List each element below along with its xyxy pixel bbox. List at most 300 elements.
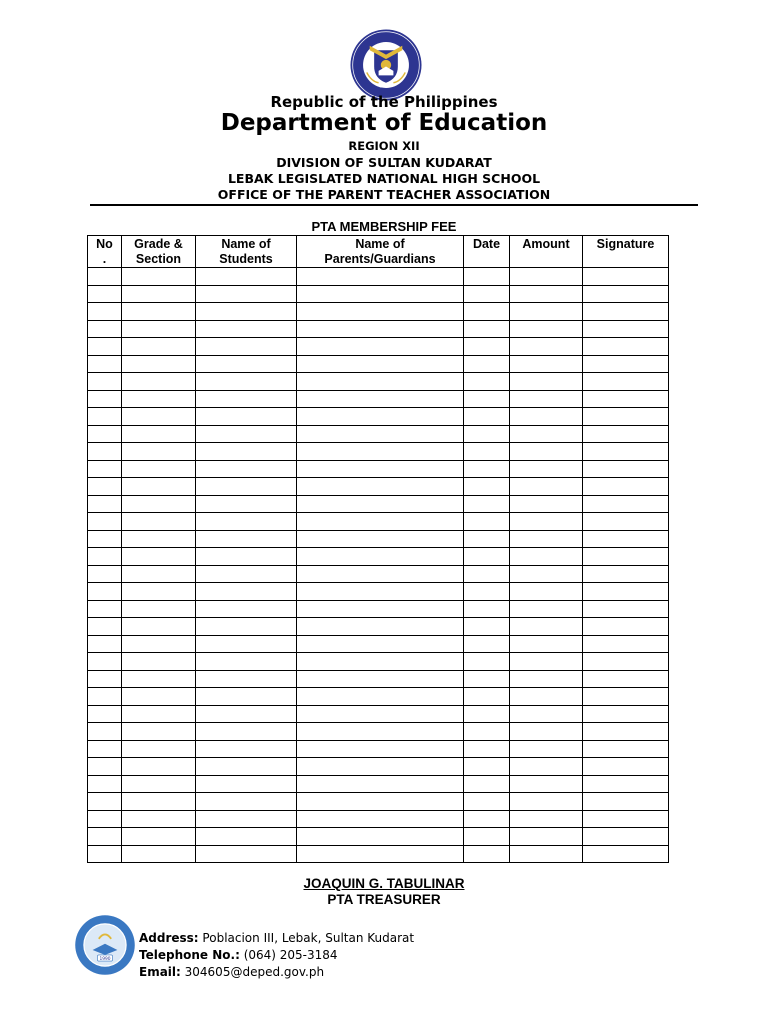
- address-label: Address:: [139, 931, 199, 945]
- table-cell[interactable]: [297, 775, 464, 793]
- table-cell[interactable]: [196, 390, 297, 408]
- table-cell[interactable]: [583, 600, 669, 618]
- table-cell[interactable]: [196, 355, 297, 373]
- table-cell[interactable]: [464, 723, 510, 741]
- treasurer-name: JOAQUIN G. TABULINAR: [303, 876, 465, 891]
- table-row: [88, 443, 669, 461]
- table-cell[interactable]: [297, 740, 464, 758]
- division-heading: DIVISION OF SULTAN KUDARAT: [276, 155, 492, 170]
- table-cell[interactable]: [464, 478, 510, 496]
- table-cell[interactable]: [297, 653, 464, 671]
- table-cell[interactable]: [297, 268, 464, 286]
- table-cell[interactable]: [583, 408, 669, 426]
- table-row: [88, 618, 669, 636]
- table-cell[interactable]: [583, 705, 669, 723]
- table-cell[interactable]: [122, 758, 196, 776]
- table-row: [88, 775, 669, 793]
- table-body: [88, 268, 669, 863]
- table-cell[interactable]: [464, 408, 510, 426]
- table-row: [88, 600, 669, 618]
- table-cell[interactable]: [196, 548, 297, 566]
- table-cell[interactable]: [88, 723, 122, 741]
- table-cell[interactable]: [510, 373, 583, 391]
- table-cell[interactable]: [510, 758, 583, 776]
- table-cell[interactable]: [583, 425, 669, 443]
- table-cell[interactable]: [510, 775, 583, 793]
- table-cell[interactable]: [583, 845, 669, 863]
- table-cell[interactable]: [464, 688, 510, 706]
- table-row: [88, 758, 669, 776]
- table-row: [88, 793, 669, 811]
- table-cell[interactable]: [510, 635, 583, 653]
- table-cell[interactable]: [510, 810, 583, 828]
- table-cell[interactable]: [122, 548, 196, 566]
- table-cell[interactable]: [583, 653, 669, 671]
- table-cell[interactable]: [297, 793, 464, 811]
- table-cell[interactable]: [583, 828, 669, 846]
- table-cell[interactable]: [196, 320, 297, 338]
- table-cell[interactable]: [196, 303, 297, 321]
- table-cell[interactable]: [510, 600, 583, 618]
- table-cell[interactable]: [196, 723, 297, 741]
- table-cell[interactable]: [297, 460, 464, 478]
- table-cell[interactable]: [196, 828, 297, 846]
- table-cell[interactable]: [464, 513, 510, 531]
- table-cell[interactable]: [297, 828, 464, 846]
- table-row: [88, 670, 669, 688]
- table-cell[interactable]: [122, 618, 196, 636]
- table-cell[interactable]: [464, 320, 510, 338]
- table-cell[interactable]: [510, 548, 583, 566]
- column-header: Grade & Section: [122, 236, 196, 268]
- table-cell[interactable]: [88, 793, 122, 811]
- table-cell[interactable]: [464, 460, 510, 478]
- table-cell[interactable]: [583, 303, 669, 321]
- column-header: Name of Parents/Guardians: [297, 236, 464, 268]
- table-cell[interactable]: [88, 828, 122, 846]
- table-row: [88, 373, 669, 391]
- table-cell[interactable]: [88, 443, 122, 461]
- table-cell[interactable]: [122, 740, 196, 758]
- school-heading: LEBAK LEGISLATED NATIONAL HIGH SCHOOL: [227, 171, 541, 186]
- table-cell[interactable]: [122, 583, 196, 601]
- table-cell[interactable]: [464, 443, 510, 461]
- table-cell[interactable]: [88, 705, 122, 723]
- telephone-line: [139, 948, 338, 962]
- table-cell[interactable]: [122, 793, 196, 811]
- table-cell[interactable]: [297, 688, 464, 706]
- table-row: [88, 583, 669, 601]
- table-cell[interactable]: [88, 285, 122, 303]
- table-cell[interactable]: [510, 670, 583, 688]
- table-cell[interactable]: [297, 845, 464, 863]
- table-row: [88, 268, 669, 286]
- table-cell[interactable]: [122, 530, 196, 548]
- table-cell[interactable]: [464, 530, 510, 548]
- table-cell[interactable]: [510, 303, 583, 321]
- table-cell[interactable]: [510, 460, 583, 478]
- table-cell[interactable]: [583, 583, 669, 601]
- table-row: [88, 513, 669, 531]
- table-cell[interactable]: [464, 355, 510, 373]
- table-cell[interactable]: [122, 443, 196, 461]
- table-cell[interactable]: [583, 723, 669, 741]
- table-cell[interactable]: [464, 338, 510, 356]
- table-cell[interactable]: [583, 338, 669, 356]
- table-cell[interactable]: [196, 478, 297, 496]
- table-cell[interactable]: [583, 670, 669, 688]
- table-cell[interactable]: [196, 565, 297, 583]
- table-cell[interactable]: [122, 600, 196, 618]
- table-cell[interactable]: [297, 338, 464, 356]
- region-heading: REGION XII: [348, 139, 420, 153]
- table-row: [88, 408, 669, 426]
- table-cell[interactable]: [297, 513, 464, 531]
- treasurer-title: PTA TREASURER: [327, 892, 441, 907]
- table-cell[interactable]: [510, 845, 583, 863]
- table-cell[interactable]: [196, 793, 297, 811]
- table-row: [88, 565, 669, 583]
- table-cell[interactable]: [510, 478, 583, 496]
- table-cell[interactable]: [297, 478, 464, 496]
- table-cell[interactable]: [88, 478, 122, 496]
- table-cell[interactable]: [510, 338, 583, 356]
- table-cell[interactable]: [122, 408, 196, 426]
- table-cell[interactable]: [122, 653, 196, 671]
- table-row: [88, 810, 669, 828]
- table-cell[interactable]: [510, 530, 583, 548]
- table-cell[interactable]: [583, 268, 669, 286]
- table-cell[interactable]: [464, 548, 510, 566]
- table-row: [88, 478, 669, 496]
- table-cell[interactable]: [88, 740, 122, 758]
- table-cell[interactable]: [510, 565, 583, 583]
- table-cell[interactable]: [464, 758, 510, 776]
- table-cell[interactable]: [510, 495, 583, 513]
- table-cell[interactable]: [464, 845, 510, 863]
- department-heading: Department of Education: [220, 110, 548, 136]
- table-cell[interactable]: [88, 373, 122, 391]
- table-cell[interactable]: [88, 495, 122, 513]
- table-cell[interactable]: [583, 548, 669, 566]
- table-cell[interactable]: [122, 460, 196, 478]
- table-cell[interactable]: [583, 793, 669, 811]
- table-cell[interactable]: [464, 565, 510, 583]
- office-heading: OFFICE OF THE PARENT TEACHER ASSOCIATION: [217, 187, 551, 202]
- table-cell[interactable]: [196, 425, 297, 443]
- table-cell[interactable]: [122, 478, 196, 496]
- table-cell[interactable]: [122, 338, 196, 356]
- table-cell[interactable]: [510, 425, 583, 443]
- table-cell[interactable]: [196, 443, 297, 461]
- table-cell[interactable]: [88, 670, 122, 688]
- table-cell[interactable]: [196, 460, 297, 478]
- table-cell[interactable]: [510, 723, 583, 741]
- table-cell[interactable]: [583, 688, 669, 706]
- table-cell[interactable]: [196, 740, 297, 758]
- table-cell[interactable]: [510, 285, 583, 303]
- table-cell[interactable]: [122, 565, 196, 583]
- table-cell[interactable]: [122, 845, 196, 863]
- table-cell[interactable]: [464, 618, 510, 636]
- table-cell[interactable]: [583, 390, 669, 408]
- table-cell[interactable]: [122, 810, 196, 828]
- column-header: Signature: [583, 236, 669, 268]
- table-cell[interactable]: [88, 810, 122, 828]
- table-cell[interactable]: [297, 443, 464, 461]
- table-cell[interactable]: [196, 268, 297, 286]
- table-cell[interactable]: [122, 303, 196, 321]
- table-cell[interactable]: [196, 670, 297, 688]
- table-cell[interactable]: [464, 303, 510, 321]
- membership-fee-table: [87, 235, 669, 863]
- table-cell[interactable]: [122, 705, 196, 723]
- table-row: [88, 390, 669, 408]
- table-cell[interactable]: [583, 530, 669, 548]
- table-cell[interactable]: [196, 373, 297, 391]
- table-cell[interactable]: [196, 758, 297, 776]
- table-cell[interactable]: [464, 670, 510, 688]
- table-cell[interactable]: [510, 583, 583, 601]
- table-cell[interactable]: [122, 285, 196, 303]
- table-header-row: [88, 236, 669, 268]
- table-cell[interactable]: [88, 600, 122, 618]
- table-cell[interactable]: [464, 390, 510, 408]
- table-cell[interactable]: [88, 425, 122, 443]
- table-cell[interactable]: [88, 268, 122, 286]
- table-cell[interactable]: [464, 828, 510, 846]
- table-row: [88, 460, 669, 478]
- table-cell[interactable]: [583, 565, 669, 583]
- table-cell[interactable]: [88, 303, 122, 321]
- table-cell[interactable]: [196, 775, 297, 793]
- table-cell[interactable]: [583, 285, 669, 303]
- table-cell[interactable]: [88, 565, 122, 583]
- email-label: Email:: [139, 965, 181, 979]
- table-cell[interactable]: [297, 320, 464, 338]
- table-row: [88, 425, 669, 443]
- table-cell[interactable]: [464, 793, 510, 811]
- table-cell[interactable]: [297, 758, 464, 776]
- table-cell[interactable]: [88, 408, 122, 426]
- table-cell[interactable]: [297, 705, 464, 723]
- table-row: [88, 530, 669, 548]
- address-line: [139, 931, 414, 945]
- table-cell[interactable]: [583, 320, 669, 338]
- table-cell[interactable]: [510, 320, 583, 338]
- form-title: PTA MEMBERSHIP FEE: [311, 219, 457, 234]
- column-header: Amount: [510, 236, 583, 268]
- table-cell[interactable]: [510, 688, 583, 706]
- table-row: [88, 688, 669, 706]
- table-cell[interactable]: [122, 425, 196, 443]
- table-row: [88, 723, 669, 741]
- table-cell[interactable]: [297, 425, 464, 443]
- deped-seal-icon: [349, 28, 423, 102]
- table-cell[interactable]: [196, 338, 297, 356]
- table-cell[interactable]: [196, 408, 297, 426]
- table-cell[interactable]: [122, 268, 196, 286]
- table-cell[interactable]: [88, 460, 122, 478]
- table-cell[interactable]: [88, 390, 122, 408]
- table-row: [88, 653, 669, 671]
- table-cell[interactable]: [510, 513, 583, 531]
- table-cell[interactable]: [297, 530, 464, 548]
- table-cell[interactable]: [583, 740, 669, 758]
- table-cell[interactable]: [464, 583, 510, 601]
- table-cell[interactable]: [464, 285, 510, 303]
- table-cell[interactable]: [122, 390, 196, 408]
- table-row: [88, 635, 669, 653]
- table-cell[interactable]: [510, 268, 583, 286]
- table-cell[interactable]: [583, 373, 669, 391]
- table-row: [88, 285, 669, 303]
- table-cell[interactable]: [297, 303, 464, 321]
- table-cell[interactable]: [88, 845, 122, 863]
- table-cell[interactable]: [88, 338, 122, 356]
- table-cell[interactable]: [196, 688, 297, 706]
- column-header: Date: [464, 236, 510, 268]
- column-header: No .: [88, 236, 122, 268]
- table-cell[interactable]: [88, 758, 122, 776]
- table-cell[interactable]: [196, 845, 297, 863]
- table-cell[interactable]: [88, 513, 122, 531]
- table-cell[interactable]: [583, 810, 669, 828]
- table-cell[interactable]: [464, 740, 510, 758]
- table-cell[interactable]: [196, 583, 297, 601]
- table-cell[interactable]: [196, 600, 297, 618]
- table-cell[interactable]: [464, 705, 510, 723]
- table-cell[interactable]: [297, 408, 464, 426]
- table-cell[interactable]: [297, 548, 464, 566]
- table-cell[interactable]: [88, 653, 122, 671]
- table-cell[interactable]: [510, 828, 583, 846]
- table-cell[interactable]: [510, 653, 583, 671]
- table-cell[interactable]: [196, 513, 297, 531]
- table-row: [88, 338, 669, 356]
- table-cell[interactable]: [196, 810, 297, 828]
- table-cell[interactable]: [583, 635, 669, 653]
- table-cell[interactable]: [196, 653, 297, 671]
- table-cell[interactable]: [297, 670, 464, 688]
- table-cell[interactable]: [122, 775, 196, 793]
- table-cell[interactable]: [122, 828, 196, 846]
- table-cell[interactable]: [88, 548, 122, 566]
- table-cell[interactable]: [196, 495, 297, 513]
- header-divider: [90, 204, 698, 206]
- table-cell[interactable]: [122, 373, 196, 391]
- table-cell[interactable]: [510, 355, 583, 373]
- table-cell[interactable]: [297, 723, 464, 741]
- table-cell[interactable]: [196, 635, 297, 653]
- table-cell[interactable]: [510, 390, 583, 408]
- table-cell[interactable]: [464, 810, 510, 828]
- telephone-value: (064) 205-3184: [239, 948, 338, 962]
- table-cell[interactable]: [464, 653, 510, 671]
- table-cell[interactable]: [297, 355, 464, 373]
- table-cell[interactable]: [297, 618, 464, 636]
- republic-heading: Republic of the Philippines: [270, 93, 498, 111]
- table-cell[interactable]: [510, 618, 583, 636]
- table-cell[interactable]: [464, 635, 510, 653]
- table-cell[interactable]: [88, 775, 122, 793]
- table-cell[interactable]: [583, 775, 669, 793]
- table-cell[interactable]: [583, 758, 669, 776]
- table-cell[interactable]: [297, 390, 464, 408]
- table-cell[interactable]: [122, 688, 196, 706]
- table-row: [88, 740, 669, 758]
- table-cell[interactable]: [88, 530, 122, 548]
- table-cell[interactable]: [583, 495, 669, 513]
- table-cell[interactable]: [88, 583, 122, 601]
- table-cell[interactable]: [122, 635, 196, 653]
- table-cell[interactable]: [122, 355, 196, 373]
- table-cell[interactable]: [88, 355, 122, 373]
- table-cell[interactable]: [583, 355, 669, 373]
- table-cell[interactable]: [88, 688, 122, 706]
- table-cell[interactable]: [196, 618, 297, 636]
- table-cell[interactable]: [510, 443, 583, 461]
- table-cell[interactable]: [88, 635, 122, 653]
- table-cell[interactable]: [88, 618, 122, 636]
- table-cell[interactable]: [583, 443, 669, 461]
- table-cell[interactable]: [122, 320, 196, 338]
- table-cell[interactable]: [464, 425, 510, 443]
- table-cell[interactable]: [464, 268, 510, 286]
- table-cell[interactable]: [297, 565, 464, 583]
- table-cell[interactable]: [88, 320, 122, 338]
- school-seal-icon: [74, 914, 136, 976]
- table-cell[interactable]: [122, 513, 196, 531]
- table-row: [88, 705, 669, 723]
- table-cell[interactable]: [196, 285, 297, 303]
- address-value: Poblacion III, Lebak, Sultan Kudarat: [198, 931, 415, 945]
- table-row: [88, 548, 669, 566]
- table-cell[interactable]: [510, 408, 583, 426]
- table-cell[interactable]: [297, 810, 464, 828]
- table-cell[interactable]: [464, 775, 510, 793]
- table-cell[interactable]: [122, 723, 196, 741]
- table-cell[interactable]: [510, 793, 583, 811]
- table-cell[interactable]: [583, 618, 669, 636]
- table-cell[interactable]: [583, 513, 669, 531]
- email-line: [139, 965, 324, 979]
- table-cell[interactable]: [464, 600, 510, 618]
- table-cell[interactable]: [196, 530, 297, 548]
- table-cell[interactable]: [297, 373, 464, 391]
- school-seal-year: 1990: [99, 956, 111, 962]
- telephone-label: Telephone No.:: [139, 948, 240, 962]
- table-cell[interactable]: [583, 478, 669, 496]
- table-cell[interactable]: [464, 373, 510, 391]
- table-cell[interactable]: [297, 635, 464, 653]
- table-cell[interactable]: [196, 705, 297, 723]
- table-cell[interactable]: [464, 495, 510, 513]
- table-cell[interactable]: [297, 583, 464, 601]
- table-cell[interactable]: [510, 740, 583, 758]
- email-value: 304605@deped.gov.ph: [180, 965, 325, 979]
- table-cell[interactable]: [122, 495, 196, 513]
- table-cell[interactable]: [510, 705, 583, 723]
- table-row: [88, 303, 669, 321]
- table-cell[interactable]: [122, 670, 196, 688]
- table-row: [88, 320, 669, 338]
- table-cell[interactable]: [297, 495, 464, 513]
- table-cell[interactable]: [297, 600, 464, 618]
- table-cell[interactable]: [583, 460, 669, 478]
- table-row: [88, 355, 669, 373]
- table-cell[interactable]: [297, 285, 464, 303]
